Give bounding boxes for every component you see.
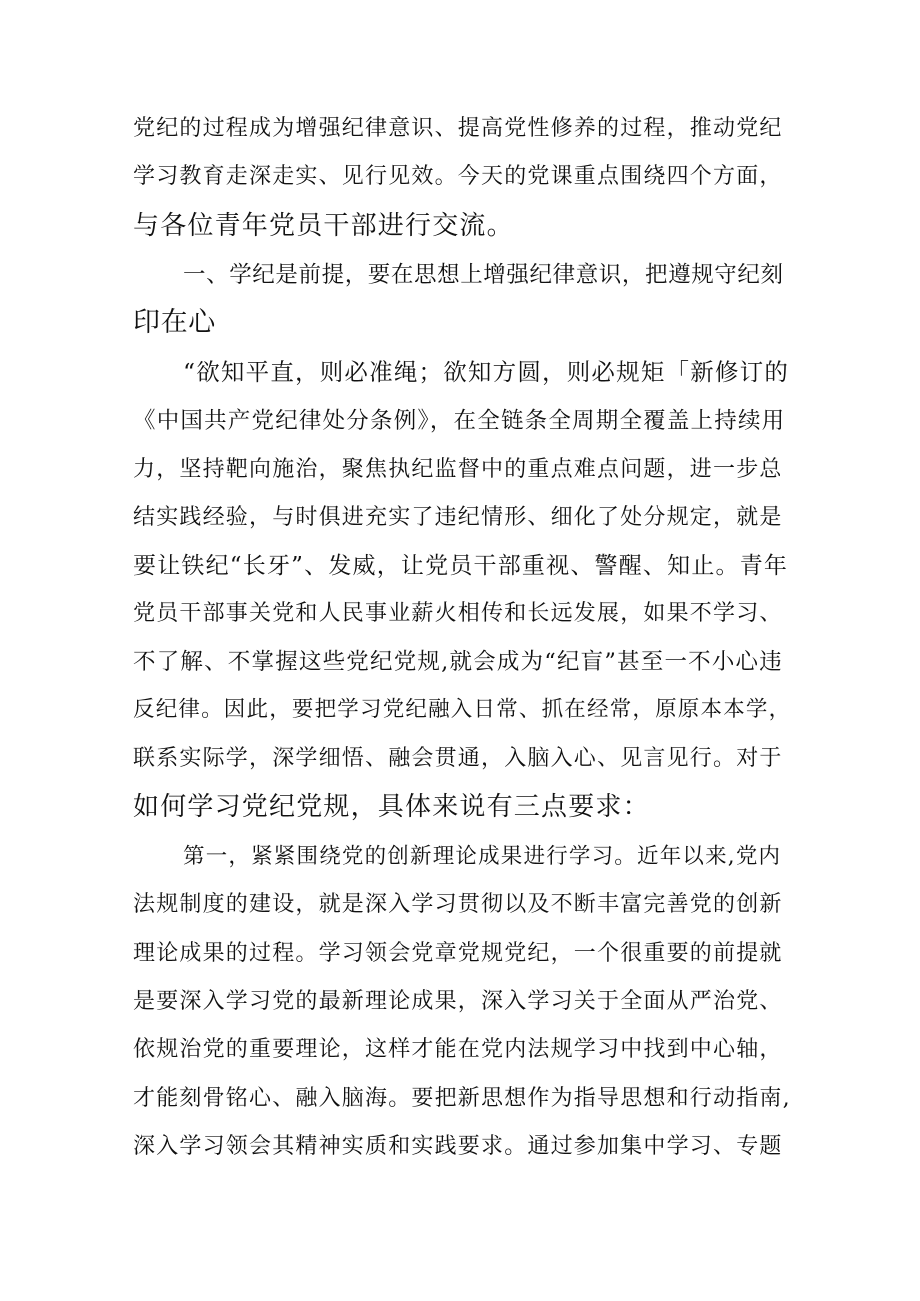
paragraph-line: 法规制度的建设，就是深入学习贯彻以及不断丰富完善党的创新 — [133, 892, 783, 917]
paragraph-line: 力，坚持靶向施治，聚焦执纪监督中的重点难点问题，进一步总 — [133, 457, 783, 482]
intro-line: 与各位青年党员干部进行交流。 — [133, 211, 514, 241]
paragraph-line: “欲知平直，则必准绳；欲知方圆，则必规矩「新修订的 — [183, 358, 790, 386]
paragraph-line: 联系实际学，深学细悟、融会贯通，入脑入心、见言见行。对于 — [133, 746, 783, 771]
paragraph-line: 才能刻骨铭心、融入脑海。要把新思想作为指导思想和行动指南, — [133, 1086, 791, 1111]
paragraph-line: 不了解、不掌握这些党纪党规,就会成为“纪盲”甚至一不小心违 — [133, 649, 783, 675]
paragraph-line: 要让铁纪“长牙”、发威，让党员干部重视、警醒、知止。青年 — [133, 553, 789, 579]
section-heading: 印在心 — [133, 307, 216, 338]
paragraph-line: 如何学习党纪党规，具体来说有三点要求： — [133, 792, 650, 822]
paragraph-line: 《中国共产党纪律处分条例》，在全链条全周期全覆盖上持续用 — [133, 408, 786, 434]
paragraph-line: 是要深入学习党的最新理论成果，深入学习关于全面从严治党、 — [133, 989, 783, 1014]
intro-line: 学习教育走深走实、见行见效。今天的党课重点围绕四个方面， — [133, 164, 783, 189]
paragraph-line: 第一，紧紧围绕党的创新理论成果进行学习。近年以来,党内 — [183, 844, 782, 869]
paragraph-line: 结实践经验，与时俱进充实了违纪情形、细化了处分规定，就是 — [133, 505, 783, 530]
intro-line: 党纪的过程成为增强纪律意识、提高党性修养的过程，推动党纪 — [133, 116, 783, 141]
paragraph-line: 深入学习领会其精神实质和实践要求。通过参加集中学习、专题 — [133, 1134, 783, 1159]
section-heading: 一、学纪是前提，要在思想上增强纪律意识，把遵规守纪刻 — [183, 262, 784, 288]
paragraph-line: 依规治党的重要理论，这样才能在党内法规学习中找到中心轴， — [133, 1037, 783, 1062]
paragraph-line: 理论成果的过程。学习领会党章党规党纪，一个很重要的前提就 — [133, 941, 783, 966]
paragraph-line: 党员干部事关党和人民事业薪火相传和长远发展，如果不学习、 — [133, 601, 783, 626]
paragraph-line: 反纪律。因此，要把学习党纪融入日常、抓在经常，原原本本学， — [133, 697, 792, 722]
